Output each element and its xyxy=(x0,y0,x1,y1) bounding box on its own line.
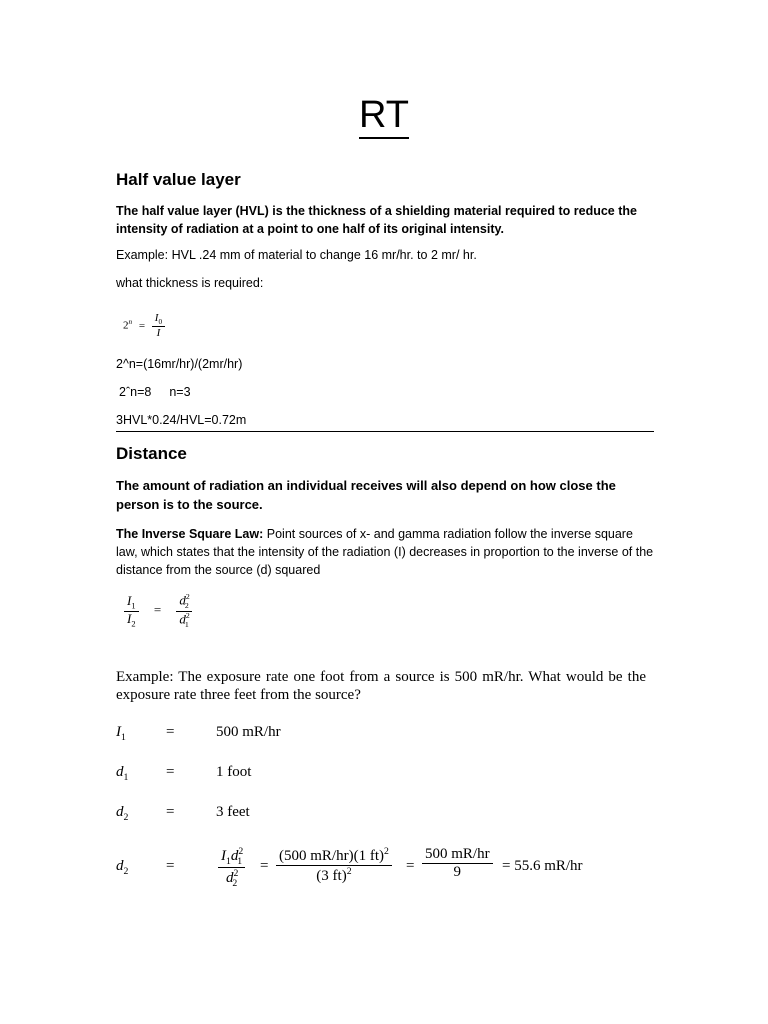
section-divider xyxy=(116,431,654,432)
inverse-square-law-paragraph: The Inverse Square Law: Point sources of x- and gamma radiation follow the inverse square law, which states that the intensity of the radiation (I) decreases in proportion to the inverse of the distance from the source (d) squared xyxy=(116,527,654,577)
section-heading-half-value-layer: Half value layer xyxy=(116,170,241,189)
final-calculation: $d_2$ = $\frac{I_1d^2_1}{d^2_2}$ = $\frac{(500 mR/hr)(1 ft)^2}{(3 ft)^2}$ = $\frac{500 mR/hr}{9}$ = 55.6 mR/hr xyxy=(116,846,583,890)
hvl-question: what thickness is required: xyxy=(116,276,264,290)
section-heading-distance: Distance xyxy=(116,444,187,463)
inverse-square-formula: $\frac{I_1}{I_2}$ = $\frac{d^2_2}{d^2_1}$ xyxy=(124,593,192,630)
distance-example: Example: The exposure rate one foot from a source is 500 mR/hr. What would be the exposure rate three feet from the source? xyxy=(116,669,646,703)
hvl-definition: The half value layer (HVL) is the thickness of a shielding material required to reduce the intensity of radiation at a point to one half of its original intensity. xyxy=(116,204,637,236)
hvl-step-2: 2ˆn=8 n=3 xyxy=(119,385,191,399)
hvl-example: Example: HVL .24 mm of material to change 16 mr/hr. to 2 mr/ hr. xyxy=(116,248,477,262)
hvl-step-1: 2^n=(16mr/hr)/(2mr/hr) xyxy=(116,357,243,371)
hvl-formula: 2$^n$ = $\frac{I_0}{I}$ xyxy=(123,312,165,340)
distance-intro: The amount of radiation an individual receives will also depend on how close the person is to the source. xyxy=(116,478,616,512)
document-page: RT Half value layer The half value layer (HVL) is the thickness of a shielding material required to reduce the intensity of radiation at a point to one half of its original intensity. Example: HVL .24 mm of material to change 16 mr/hr. to 2 mr/ hr. what thickness is required: 2$^n$ = $\frac{I_0}{I}$ 2^n=(16mr/hr)/(2mr/hr) 2ˆn=8 n=3 3HVL*0.24/HVL=0.72m Distance The amount of radiation an individual receives will also depend on how close the person is to the source. The Inverse Square Law: Point sources of x- and gamma radiation follow the inverse square law, which states that the intensity of the radiation (I) decreases in proportion to the inverse of the distance from the source (d) squared $\frac{I_1}{I_2}$ = $\frac{d^2_2}{d^2_1}$ Example: The exposure rate one foot from a source is 500 mR/hr. What would be the exposure rate three feet from the source? $I_1$ = 500 mR/hr $d_1$ = 1 foot $d_2$ = 3 feet $d_2$ = $\frac{I_1d^2_1}{d^2_2}$ = $\frac{(500 mR/hr)(1 ft)^2}{(3 ft)^2}$ = $\frac{500 mR/hr}{9}$ = 55.6 mR/hr xyxy=(0,0,768,1024)
page-title: RT xyxy=(0,92,768,138)
hvl-step-3: 3HVL*0.24/HVL=0.72m xyxy=(116,413,247,427)
